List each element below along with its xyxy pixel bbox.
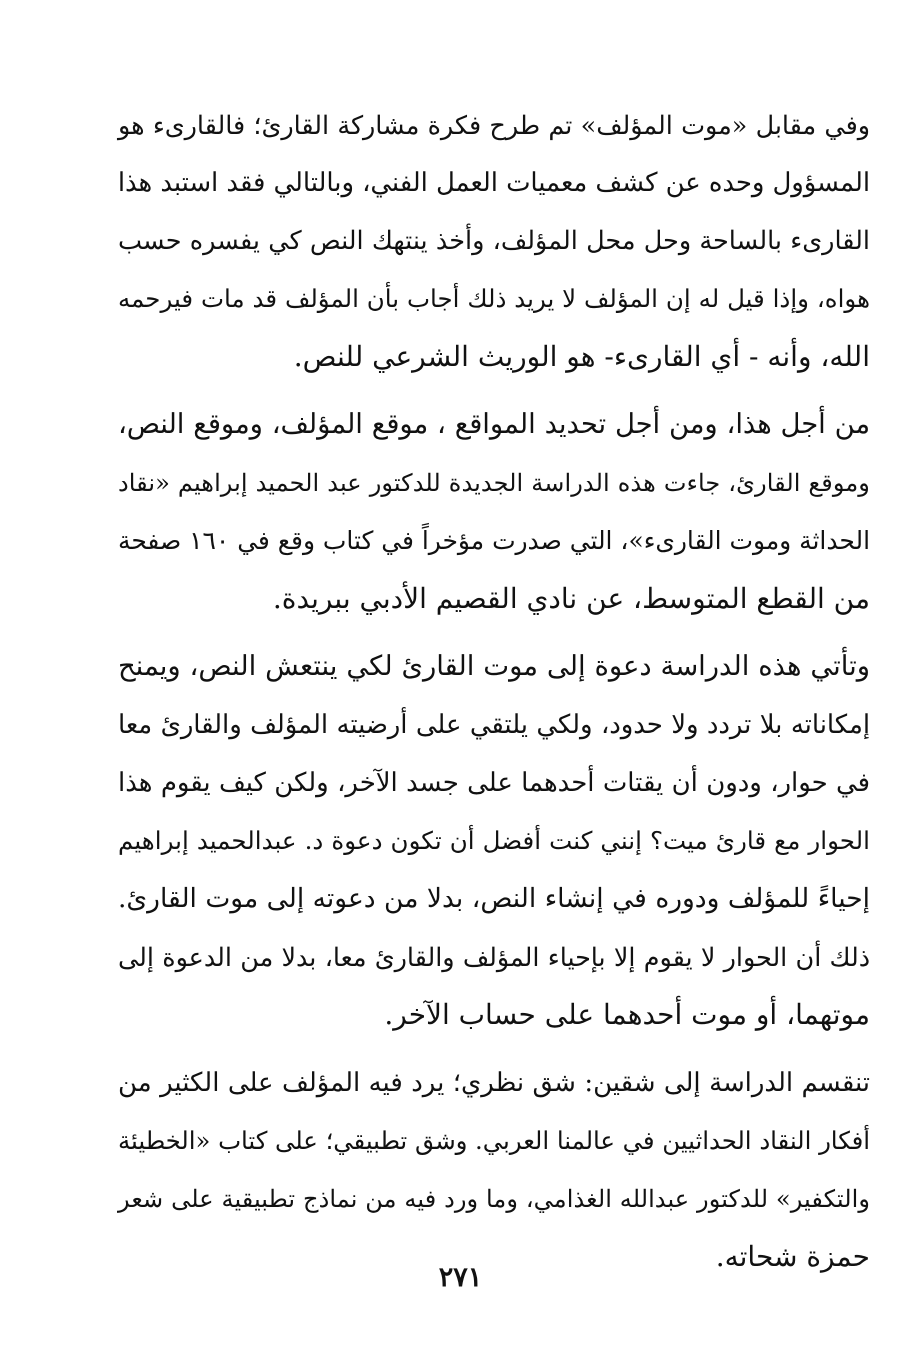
paragraph-3 — [118, 638, 870, 1044]
text-line: موتهما، أو موت أحدهما على حساب الآخر. — [384, 998, 870, 1031]
text-line: القارىء بالساحة وحل محل المؤلف، وأخذ ينتهك النص كي يفسره حسب — [118, 226, 870, 256]
text-line: وتأتي هذه الدراسة دعوة إلى موت القارئ لكي ينتعش النص، ويمنح — [118, 651, 870, 682]
text-line: تنقسم الدراسة إلى شقين: شق نظري؛ يرد فيه المؤلف على الكثير من — [118, 1068, 870, 1098]
text-line: الحداثة وموت القارىء»، التي صدرت مؤخراً في كتاب وقع في ١٦٠ صفحة — [118, 526, 870, 555]
text-line: وفي مقابل «موت المؤلف» تم طرح فكرة مشاركة القارئ؛ فالقارىء هو — [118, 110, 870, 140]
text-line: إمكاناته بلا تردد ولا حدود، ولكي يلتقي على أرضيته المؤلف والقارئ معا — [118, 710, 870, 740]
body-text — [118, 96, 870, 1286]
text-line: حمزة شحاته. — [715, 1240, 870, 1273]
paragraph-1 — [118, 96, 870, 386]
paragraph-4 — [118, 1054, 870, 1286]
text-line: والتكفير» للدكتور عبدالله الغذامي، وما ورد فيه من نماذج تطبيقية على شعر — [118, 1185, 870, 1213]
text-line: في حوار، ودون أن يقتات أحدهما على جسد الآخر، ولكن كيف يقوم هذا — [118, 768, 870, 798]
text-line: الله، وأنه - أي القارىء- هو الوريث الشرعي للنص. — [293, 340, 870, 373]
text-line: أفكار النقاد الحداثيين في عالمنا العربي. وشق تطبيقي؛ على كتاب «الخطيئة — [118, 1126, 870, 1155]
text-line: إحياءً للمؤلف ودوره في إنشاء النص، بدلا من دعوته إلى موت القارئ. — [118, 883, 870, 914]
text-line: من القطع المتوسط، عن نادي القصيم الأدبي ببريدة. — [272, 582, 870, 615]
text-line: هواه، وإذا قيل له إن المؤلف لا يريد ذلك أجاب بأن المؤلف قد مات فيرحمه — [118, 284, 870, 313]
paragraph-2 — [118, 396, 870, 628]
text-line: الحوار مع قارئ ميت؟ إنني كنت أفضل أن تكون دعوة د. عبدالحميد إبراهيم — [118, 826, 870, 855]
text-line: ذلك أن الحوار لا يقوم إلا بإحياء المؤلف والقارئ معا، بدلا من الدعوة إلى — [118, 942, 870, 972]
page-number: ٢٧١ — [438, 1262, 483, 1293]
text-line: من أجل هذا، ومن أجل تحديد المواقع ، موقع المؤلف، وموقع النص، — [118, 409, 870, 440]
text-line: وموقع القارئ، جاءت هذه الدراسة الجديدة للدكتور عبد الحميد إبراهيم «نقاد — [118, 469, 870, 497]
text-line: المسؤول وحده عن كشف معميات العمل الفني، وبالتالي فقد استبد هذا — [117, 168, 870, 198]
